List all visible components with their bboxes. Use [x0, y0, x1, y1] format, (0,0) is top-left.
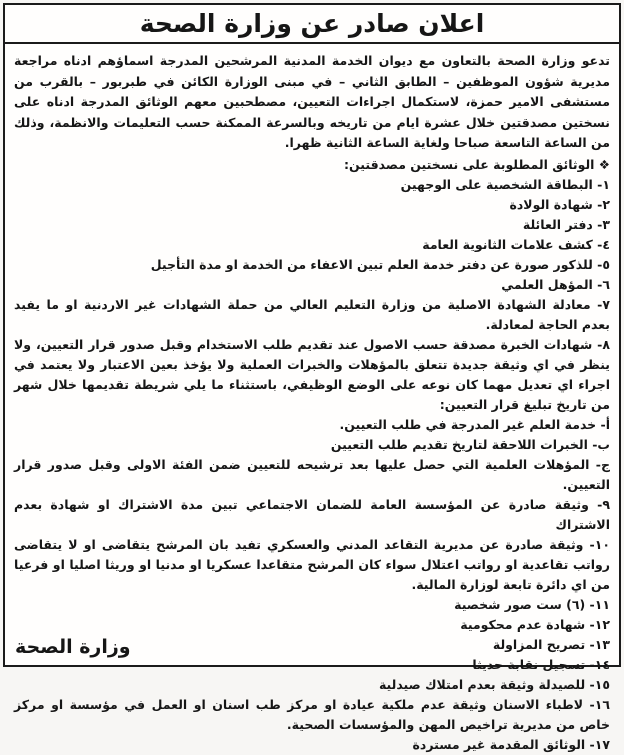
- list-item: ١- البطاقة الشخصية على الوجهين: [400, 176, 610, 192]
- list-item: ١٢- شهادة عدم محكومية: [460, 616, 610, 632]
- list-item: ٧- معادلة الشهادة الاصلية من وزارة التعليم العالي من حملة الشهادات غير الاردنية او ما يفيد بعدم الحاجة لمعادلة.: [14, 296, 610, 332]
- list-item: ١١- (٦) ست صور شخصية: [454, 596, 610, 612]
- list-item: ٥- للذكور صورة عن دفتر خدمة العلم تبين الاعفاء من الخدمة او مدة التأجيل: [150, 256, 610, 272]
- list-item: ٢- شهادة الولادة: [509, 196, 610, 212]
- list-item: ١٥- للصيدلة وثيقة بعدم امتلاك صيدلية: [378, 676, 610, 692]
- list-item: ١٣- تصريح المزاولة: [492, 636, 610, 652]
- list-item: ٦- المؤهل العلمي: [501, 276, 610, 292]
- list-item: ١٤- تسجيل نقابة حديثا: [472, 656, 610, 672]
- list-item: ٨- شهادات الخبرة مصدقة حسب الاصول عند تقديم طلب الاستخدام وقبل صدور قرار التعيين، ولا ينظر في اي وثيقة جديدة تتعلق بالمؤهلات والخبرات العملية ولا يؤخذ بعين الاعتبار ولا يعتمد في اجراء اي تعديل مهما كان نوعه على الوضع الوظيفي، باستثناء ما يلي شريطة تقديمها خلال شهر من تاريخ تبليغ قرار التعيين:: [14, 336, 610, 412]
- list-item: ١٠- وثيقة صادرة عن مديرية التقاعد المدني والعسكري تفيد بان المرشح يتقاضى او لا يتقاضى رواتب تقاعدية او رواتب اعتلال سواء كان المرشح متقاعدا عسكريا او مدنيا او وريثا اصليا او فرعيا من اي دائرة تابعة لوزارة المالية.: [14, 536, 610, 592]
- list-item: ٣- دفتر العائلة: [522, 216, 610, 232]
- list-item: ٩- وثيقة صادرة عن المؤسسة العامة للضمان الاجتماعي تبين مدة الاشتراك او شهادة بعدم الاشتراك: [14, 496, 610, 532]
- masthead: [5, 5, 619, 44]
- list-sub-item: ج- المؤهلات العلمية التي حصل عليها بعد ترشيحه للتعيين ضمن الفئة الاولى وقبل صدور قرار التعيين.: [14, 456, 610, 492]
- list-sub-item: ب- الخبرات اللاحقة لتاريخ تقديم طلب التعيين: [330, 436, 610, 452]
- list-item: ٤- كشف علامات الثانوية العامة: [422, 236, 610, 252]
- announcement-page: [3, 3, 621, 752]
- required-documents-header: ❖ الوثائق المطلوبة على نسختين مصدقتين:: [344, 156, 610, 172]
- list-sub-item: أ- خدمة العلم غير المدرجة في طلب التعيين.: [339, 416, 610, 432]
- list-item: ١٧- الوثائق المقدمة غير مستردة: [412, 736, 610, 752]
- ministry-signature: وزارة الصحة: [15, 636, 131, 658]
- intro-paragraph: تدعو وزارة الصحة بالتعاون مع ديوان الخدمة المدنية المرشحين المدرجة اسماؤهم ادناه مراجعة مديرية شؤون الموظفين – الطابق الثاني – في مبنى الوزارة الكائن في طبربور – بالقرب من مستشفى الامير حمزة، لاستكمال اجراءات التعيين، مصطحبين معهم الوثائق المدرجة ادناه على نسختين مصدقتين خلال عشرة ايام من تاريخه وبالسرعة الممكنة حسب التعليمات والانظمة، وذلك من الساعة التاسعة صباحا ولغاية الساعة الثانية ظهرا.: [14, 53, 610, 150]
- list-item: ١٦- لاطباء الاسنان وثيقة عدم ملكية عيادة او مركز طب اسنان او العمل في مؤسسة او مركز خاص من مديرية تراخيص المهن والمؤسسات الصحية.: [14, 696, 610, 732]
- required-documents-list: [14, 175, 610, 755]
- announcement-title: اعلان صادر عن وزارة الصحة: [139, 9, 485, 38]
